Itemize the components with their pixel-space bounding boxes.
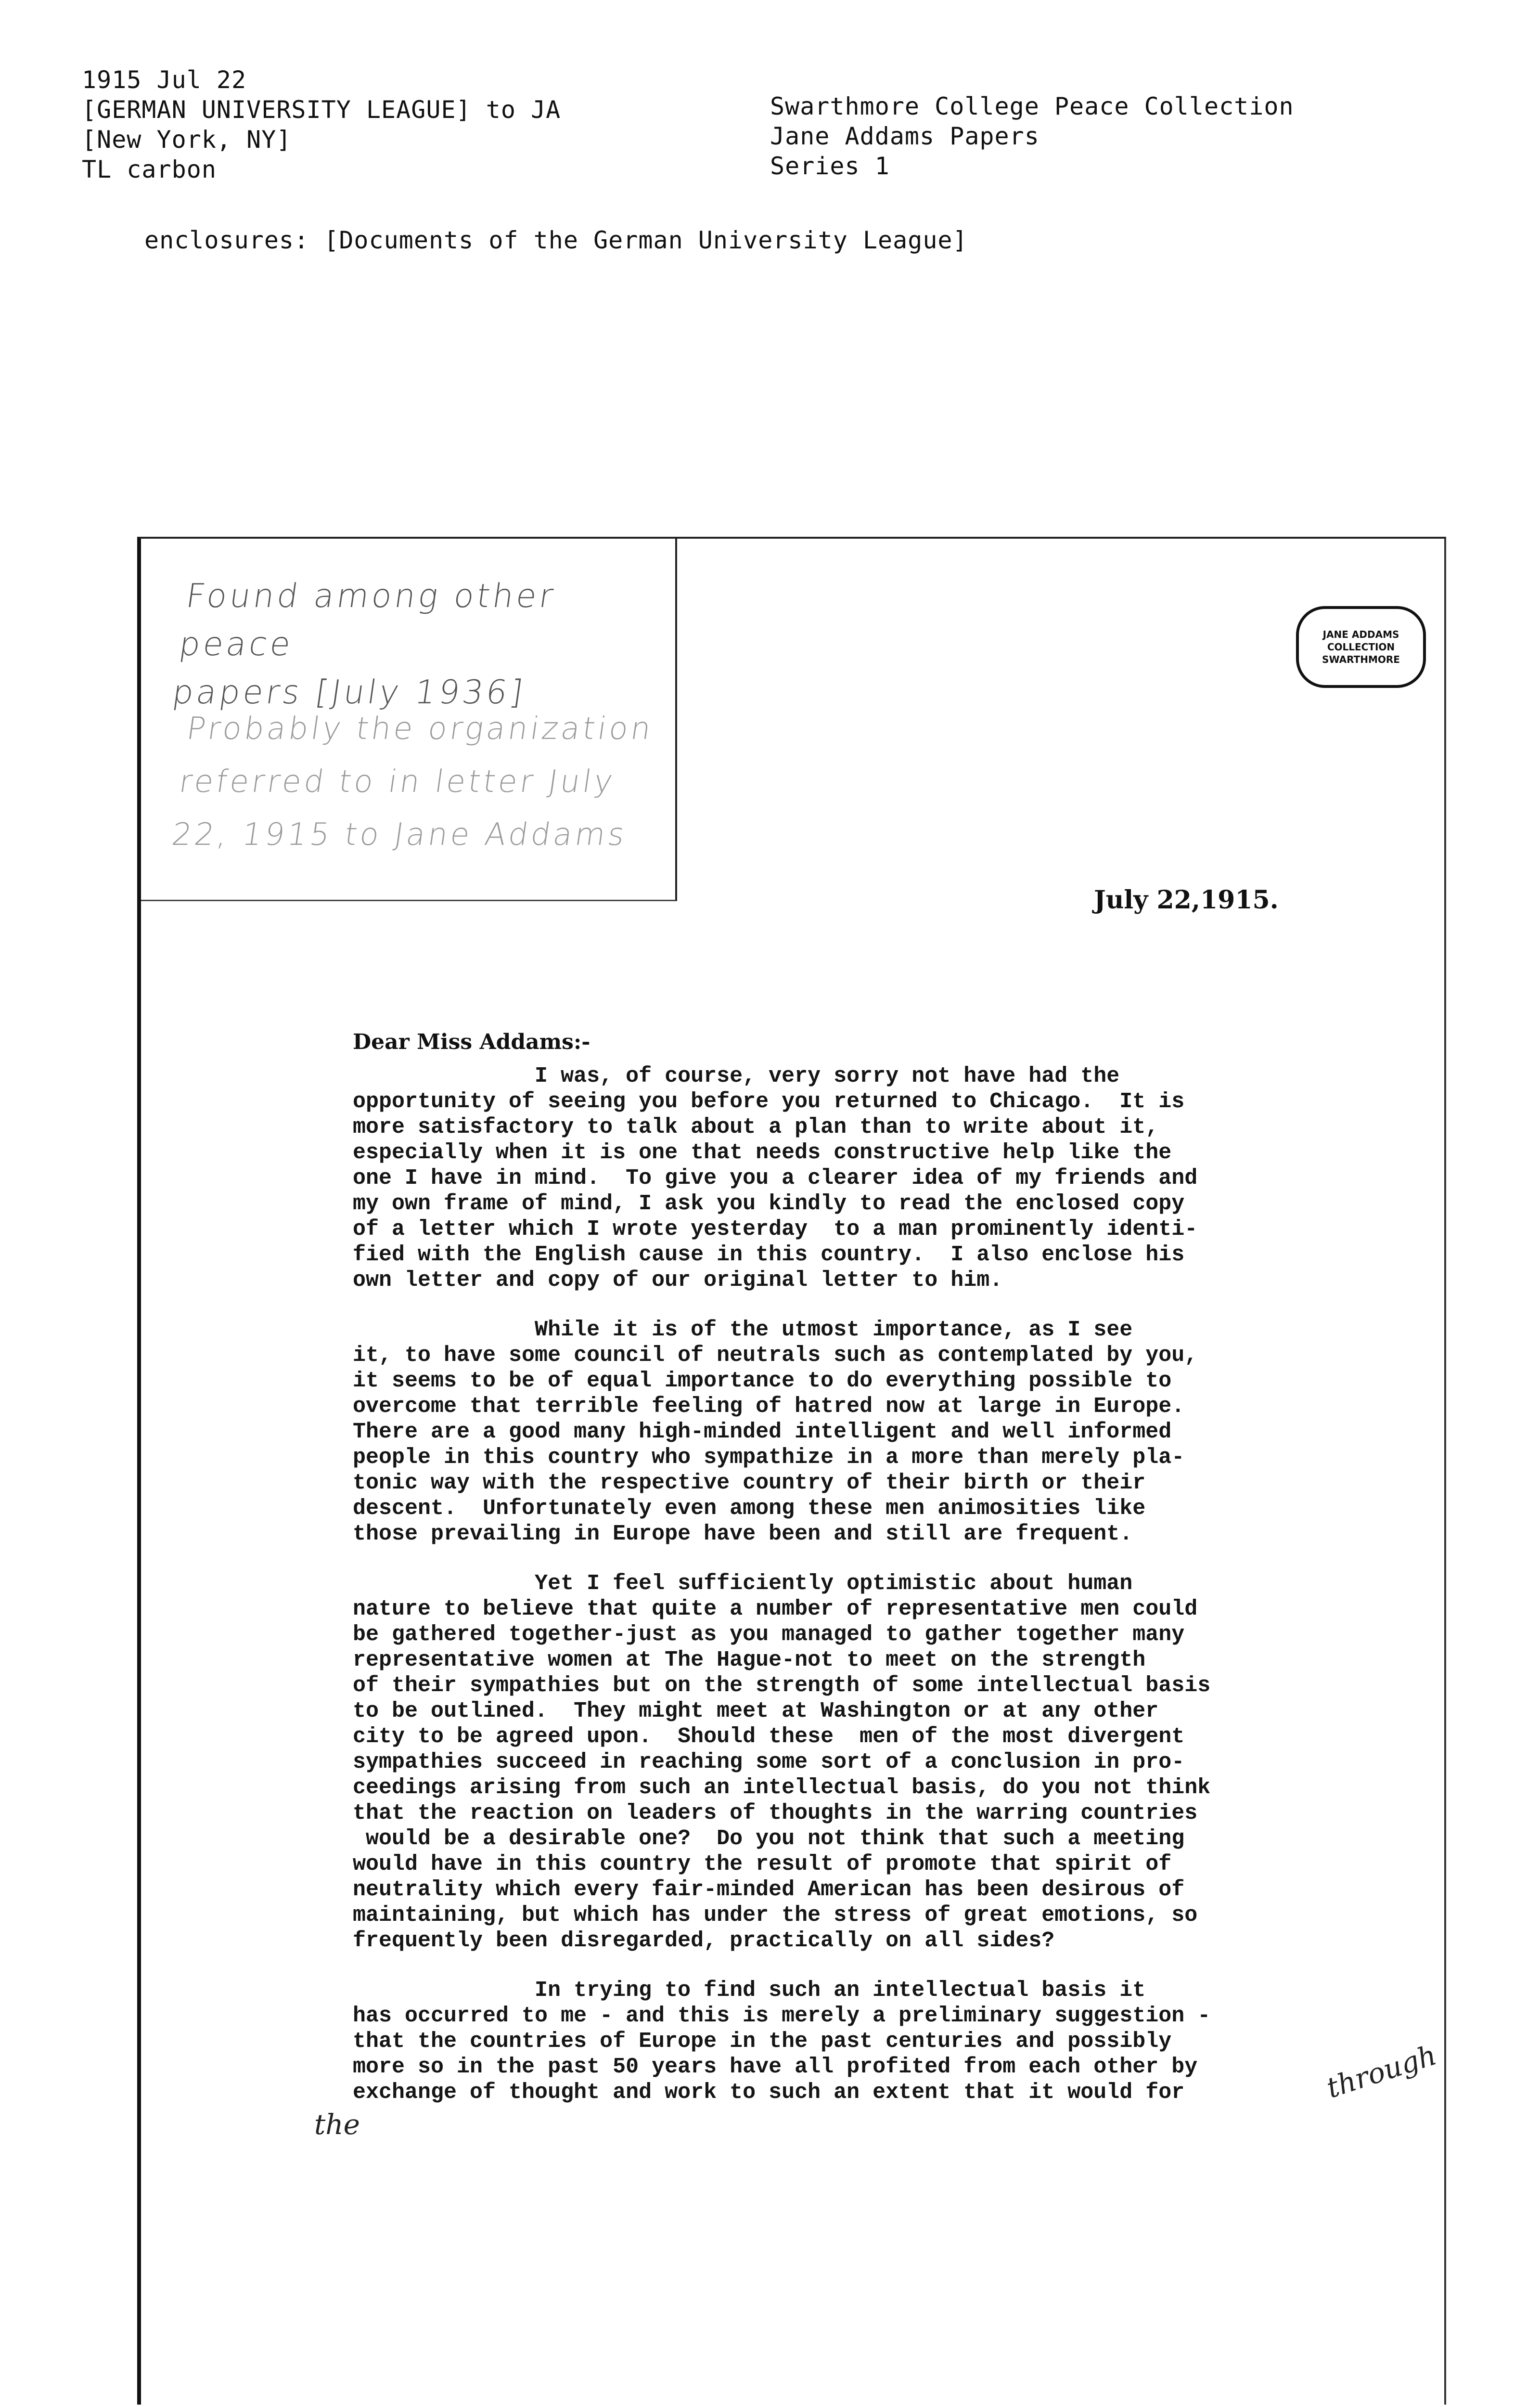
letter-line: it, to have some council of neutrals such as contemplated by you,	[353, 1343, 1198, 1368]
letter-line: overcome that terrible feeling of hatred now at large in Europe.	[353, 1394, 1185, 1419]
annotation-line: papers [July 1936]	[170, 673, 528, 712]
letter-line: neutrality which every fair-minded American has been desirous of	[353, 1877, 1185, 1902]
letter-line: frequently been disregarded, practically on all sides?	[353, 1928, 1055, 1953]
letter-line: I was, of course, very sorry not have had the	[353, 1064, 1120, 1088]
annotation-faint-line: referred to in letter July	[177, 764, 618, 800]
letter-line: one I have in mind. To give you a clearer idea of my friends and	[353, 1166, 1198, 1191]
letter-line: more satisfactory to talk about a plan than to write about it,	[353, 1115, 1159, 1139]
annotation-faint-line: 22, 1915 to Jane Addams	[169, 817, 629, 853]
letter-line: exchange of thought and work to such an extent that it would for	[353, 2080, 1185, 2105]
annotation-line: Found among other peace	[177, 577, 559, 663]
papers-name: Jane Addams Papers	[770, 122, 1040, 150]
letter-line: ceedings arising from such an intellectual basis, do you not think	[353, 1775, 1211, 1800]
letter-line: would have in this country the result of promote that spirit of	[353, 1852, 1172, 1876]
annotation-faint-line: Probably the organization	[184, 711, 656, 747]
letter-line: that the reaction on leaders of thoughts in the warring countries	[353, 1801, 1198, 1825]
letter-salutation: Dear Miss Addams:-	[353, 1030, 590, 1054]
letter-line: has occurred to me - and this is merely a preliminary suggestion -	[353, 2004, 1211, 2028]
letter-line: of their sympathies but on the strength of some intellectual basis	[353, 1673, 1211, 1698]
letter-paragraph	[353, 1063, 1440, 1293]
letter-line: would be a desirable one? Do you not think that such a meeting	[353, 1826, 1185, 1851]
letter-line: fied with the English cause in this country. I also enclose his	[353, 1242, 1185, 1267]
collection-stamp	[1296, 606, 1426, 688]
letter-line: own letter and copy of our original letter to him.	[353, 1268, 1003, 1293]
archive-header-right	[770, 91, 1294, 181]
letter-line: that the countries of Europe in the past centuries and possibly	[353, 2029, 1172, 2054]
letter-paragraph	[353, 1571, 1440, 1954]
letter-line: tonic way with the respective country of their birth or their	[353, 1471, 1146, 1495]
letter-paragraph	[353, 1317, 1440, 1547]
stamp-line: SWARTHMORE	[1322, 654, 1400, 665]
letter-line: While it is of the utmost importance, as I see	[353, 1318, 1133, 1342]
letter-line: it seems to be of equal importance to do everything possible to	[353, 1369, 1172, 1393]
letter-line: city to be agreed upon. Should these men of the most divergent	[353, 1724, 1185, 1749]
header-type: TL carbon	[82, 155, 217, 183]
stamp-line: COLLECTION	[1327, 641, 1395, 653]
letter-line: descent. Unfortunately even among these men animosities like	[353, 1496, 1146, 1521]
header-sender: [GERMAN UNIVERSITY LEAGUE] to JA	[82, 96, 561, 124]
letter-line: In trying to find such an intellectual basis it	[353, 1978, 1146, 2003]
letter-line: especially when it is one that needs constructive help like the	[353, 1140, 1172, 1165]
letter-line: of a letter which I wrote yesterday to a man prominently identi-	[353, 1217, 1198, 1242]
series-name: Series 1	[770, 152, 890, 180]
letter-line: nature to believe that quite a number of representative men could	[353, 1597, 1198, 1621]
letter-page	[137, 537, 1446, 2405]
annotation-note	[169, 572, 685, 717]
letter-line: opportunity of seeing you before you returned to Chicago. It is	[353, 1089, 1185, 1114]
letter-line: more so in the past 50 years have all profited from each other by	[353, 2055, 1198, 2079]
letter-line: to be outlined. They might meet at Washington or at any other	[353, 1699, 1159, 1723]
letter-line: be gathered together-just as you managed to gather together many	[353, 1622, 1185, 1647]
letter-line: Yet I feel sufficiently optimistic about human	[353, 1571, 1133, 1596]
stamp-line: JANE ADDAMS	[1322, 629, 1399, 640]
header-place: [New York, NY]	[82, 126, 292, 154]
annotation-faint-note	[168, 702, 672, 861]
handwritten-insertion: the	[314, 2108, 360, 2141]
letter-paragraph	[353, 1978, 1440, 2105]
collection-name: Swarthmore College Peace Collection	[770, 92, 1294, 120]
letter-line: representative women at The Hague-not to meet on the strength	[353, 1648, 1146, 1672]
handwritten-correction: through	[1322, 2038, 1440, 2105]
letter-line: my own frame of mind, I ask you kindly to read the enclosed copy	[353, 1191, 1185, 1216]
letter-line: those prevailing in Europe have been and still are frequent.	[353, 1522, 1133, 1546]
letter-line: sympathies succeed in reaching some sort of a conclusion in pro-	[353, 1750, 1185, 1774]
annotation-box	[141, 539, 677, 901]
letter-line: people in this country who sympathize in a more than merely pla-	[353, 1445, 1185, 1470]
letter-body	[353, 1063, 1440, 2129]
header-date: 1915 Jul 22	[82, 66, 247, 94]
letter-date: July 22,1915.	[1094, 885, 1279, 915]
archive-header-left	[82, 65, 561, 184]
letter-line: maintaining, but which has under the stress of great emotions, so	[353, 1903, 1198, 1928]
enclosures-note: enclosures: [Documents of the German University League]	[144, 226, 968, 254]
letter-line: There are a good many high-minded intelligent and well informed	[353, 1420, 1172, 1444]
